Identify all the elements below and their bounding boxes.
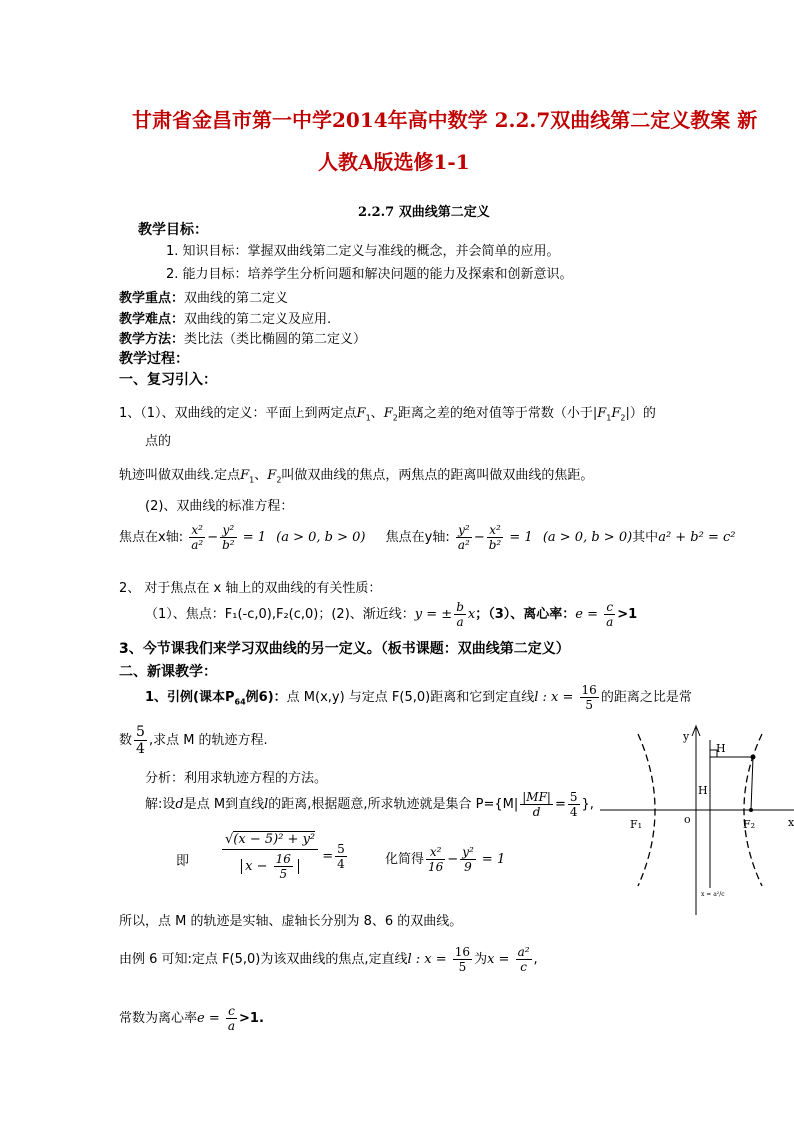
mf-segment (751, 757, 753, 810)
point-m (751, 755, 756, 760)
lesson-subtitle: 2.2.7 双曲线第二定义 (358, 205, 490, 220)
section2-heading: 二、新课教学： (119, 664, 217, 680)
section1-heading: 一、复习引入： (119, 372, 217, 388)
h-left-label: H (698, 784, 708, 797)
document-title-line1: 甘肃省金昌市第一中学2014年高中数学 2.2.7双曲线第二定义教案 新 (132, 108, 758, 132)
hyperbola-figure (600, 720, 794, 920)
solution-line: 解:设d是点 M到直线l的距离,根据题意,所求轨迹就是集合 P={M| $\frac{|MF|}{d}$ = $\frac{5}{4}$ }, (145, 790, 594, 819)
analysis-line: 分析：利用求轨迹方程的方法。 (145, 771, 328, 786)
properties-intro: 2、 对于焦点在 x 轴上的双曲线的有关性质： (119, 581, 382, 596)
f1-label: F₁ (630, 818, 643, 831)
review-standard-eq: (2)、双曲线的标准方程： (145, 499, 294, 514)
difficulty-line: 教学难点：双曲线的第二定义及应用. (119, 312, 332, 327)
point-f2 (749, 808, 753, 812)
standard-equations: 焦点在x轴: $\frac{\text{x²}}{\text{a²}}$ − $\frac{\text{y²}}{\text{b²}}$ = 1 (a > 0, b > 0) 焦点在y轴: $\frac{\text{y²}}{\text{a²}}$ − $\frac{\text{x²}}{\text{b²}}$ = 1 (a > 0, b > 0)其中a² + b² = c² (119, 523, 736, 552)
ji-label: 即 (176, 854, 190, 869)
distance-ratio-equation: √(x − 5)² + y² x − $\frac{16}{5}$ = $\frac{5}{4}$ (222, 832, 349, 881)
goal-item-1: 1. 知识目标：掌握双曲线第二定义与准线的概念，并会简单的应用。 (166, 244, 560, 259)
example-statement-cont: 数 $\frac{5}{4}$ ,求点 M 的轨迹方程. (119, 724, 268, 757)
example-statement: 1、引例(课本$P_{64}$例6)：点 M(x,y) 与定点 F(5,0)距离和它到定直线l : x = $\frac{16}{5}$ 的距离之比是常 (145, 683, 692, 712)
review-definition: 1、（1）、双曲线的定义：平面上到两定点$F_1$、$F_2$距离之差的绝对值等于常数（小于$|F_1F_2|$）的 (119, 406, 656, 423)
review-foci: 轨迹叫做双曲线.定点$F_1$、$F_2$叫做双曲线的焦点，两焦点的距离叫做双曲线的焦距。 (119, 468, 594, 485)
x-axis-label: x (788, 816, 794, 829)
y-axis-label: y (683, 730, 690, 743)
focus-line: 教学重点：双曲线的第二定义 (119, 291, 289, 306)
properties-line: （1）、焦点：F₁(-c,0),F₂(c,0)；(2)、渐近线：y = ± $\frac{b}{a}$ x；（3）、离心率：e = $\frac{c}{a}$ >1 (145, 600, 638, 629)
directrix-label: x = a²/c (701, 891, 725, 898)
document-title-line2: 人教A版选修1-1 (318, 150, 470, 174)
eccentricity-line: 常数为离心率e = $\frac{c}{a}$ >1. (119, 1004, 264, 1033)
simplified-equation: 化简得 $\frac{\text{x²}}{16}$ − $\frac{\text{y²}}{9}$ = 1 (385, 845, 506, 874)
method-line: 教学方法：类比法（类比椭圆的第二定义） (119, 332, 367, 347)
goals-heading: 教学目标： (138, 222, 208, 238)
section3-line: 3、今节课我们来学习双曲线的另一定义。（板书课题：双曲线第二定义） (119, 641, 570, 657)
h-upper-label: H (716, 742, 726, 755)
process-heading: 教学过程： (119, 351, 189, 367)
origin-label: o (684, 813, 691, 826)
f2-label: F₂ (743, 818, 756, 831)
goal-item-2: 2. 能力目标：培养学生分析问题和解决问题的能力及探索和创新意识。 (166, 267, 573, 282)
conclusion-line: 由例 6 可知:定点 F(5,0)为该双曲线的焦点,定直线l : x = $\frac{16}{5}$ 为x = $\frac{\text{a²}}{c}$ , (119, 945, 538, 974)
review-definition-cont: 点的 (145, 434, 172, 449)
result-line: 所以，点 M 的轨迹是实轴、虚轴长分别为 8、6 的双曲线。 (119, 914, 463, 929)
